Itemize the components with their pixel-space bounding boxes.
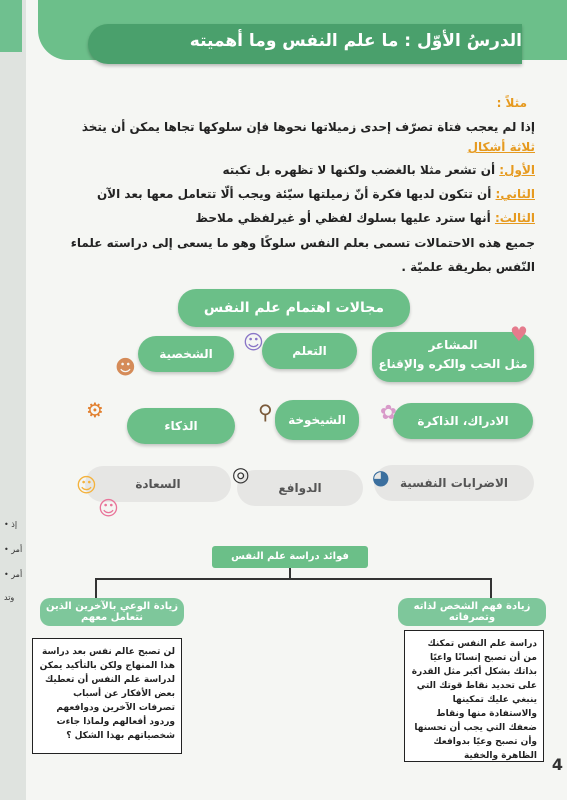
adjacent-page-edge [0,0,27,800]
benefits-title: فوائد دراسة علم النفس [212,546,368,568]
chip-aging: الشيخوخة [275,400,359,440]
example-label: مثلاً : [496,96,527,110]
connector-horizontal [95,578,491,580]
example-line-1: إذا لم يعجب فتاة تصرّف إحدى زميلاتها نحوها فإن سلوكها تجاها يمكن أن يتخذ [81,120,535,134]
adjacent-text-3: • أمر [4,570,23,579]
heads-icon: ◕ [372,465,390,489]
chip-personality: الشخصية [138,336,234,372]
first-text: أن تشعر مثلا بالغضب ولكنها لا تظهره بل تكبته [222,163,496,177]
feelings-title: المشاعر [428,338,478,352]
smiley-pink-icon: ☺ [98,496,119,520]
lesson-title: الدرسُ الأوّل : ما علم النفس وما أهميته [189,31,522,51]
page-number: 4 [551,755,563,774]
chip-perception-memory: الادراك، الذاكرة [393,403,533,439]
conclusion-line-1: جميع هذه الاحتمالات تسمى بعلم النفس سلوكًا وهو ما يسعى إلى دراسته علماء [70,236,535,250]
smiley-yellow-icon: ☺ [76,473,97,497]
child-icon: ☻ [115,355,136,379]
elderly-icon: ⚲ [258,400,273,424]
benefit-self-text: دراسة علم النفس تمكنك من أن تصبح إنسانًا واعيًا بذاتك بشكل أكبر مثل القدرة على تحديد نقاط قوتك التي ينبغي عليك تمكينها والاستفادة منها ونقاط ضعفك التي يجب أن تحسنها وأن تصبح وعيًا بدوافعك الظاهرة والخفية [404,630,544,762]
adjacent-text-4: وتد [4,593,15,602]
brain-icon: ✿ [380,400,397,424]
adjacent-text-2: • أمر [4,545,23,554]
second-label: الثاني: [495,187,535,201]
chip-happiness: السعادة [85,466,231,502]
third-form [195,211,535,225]
heart-icon: ♥ [510,322,528,346]
chip-intelligence: الذكاء [127,408,235,444]
third-text: أنها سترد عليها بسلوك لفظي أو غيرلفظي ملاحظ [195,211,491,225]
runner-target-icon: ◎ [232,462,250,486]
first-form [222,163,535,177]
chip-learning: التعلم [262,333,357,369]
adjacent-text-1: • إذ [4,520,18,529]
feelings-subtitle: مثل الحب والكره والإقناع [378,357,528,371]
brain-gears-icon: ⚙ [86,398,104,422]
second-text: أن تتكون لديها فكرة أنّ زميلتها سيّئة ويجب ألّا تتعامل معها بعد الآن [96,187,492,201]
benefit-others-title: زيادة الوعي بالآخرين الذين نتعامل معهم [40,598,184,626]
fields-title: مجالات اهتمام علم النفس [178,289,410,327]
chip-disorders: الاضرابات النفسية [374,465,534,501]
chip-motives: الدوافع [237,470,363,506]
second-form [97,187,535,201]
benefit-self-title: زيادة فهم الشخص لذاته وتصرفاته [398,598,546,626]
conclusion-line-2: النّفس بطريقة علميّة . [401,260,535,274]
adjacent-page-banner [0,0,22,52]
forms-label: ثلاثة أشكال [467,140,535,154]
connector-stem [289,568,291,578]
third-label: الثالث: [494,211,535,225]
benefit-others-text: لن تصبح عالم نفس بعد دراسة هذا المنهاج ولكن بالتأكيد يمكن لدراسة علم النفس أن تعطيك بعض الأفكار عن أسباب تصرفات الآخرين ودوافعهم وردود أفعالهم ولماذا جاءت شخصياتهم بهذا الشكل ؟ [32,638,182,754]
connector-left [95,578,97,598]
first-label: الأول: [499,163,535,177]
connector-right [490,578,492,598]
brain-glasses-icon: ☺ [243,330,264,354]
